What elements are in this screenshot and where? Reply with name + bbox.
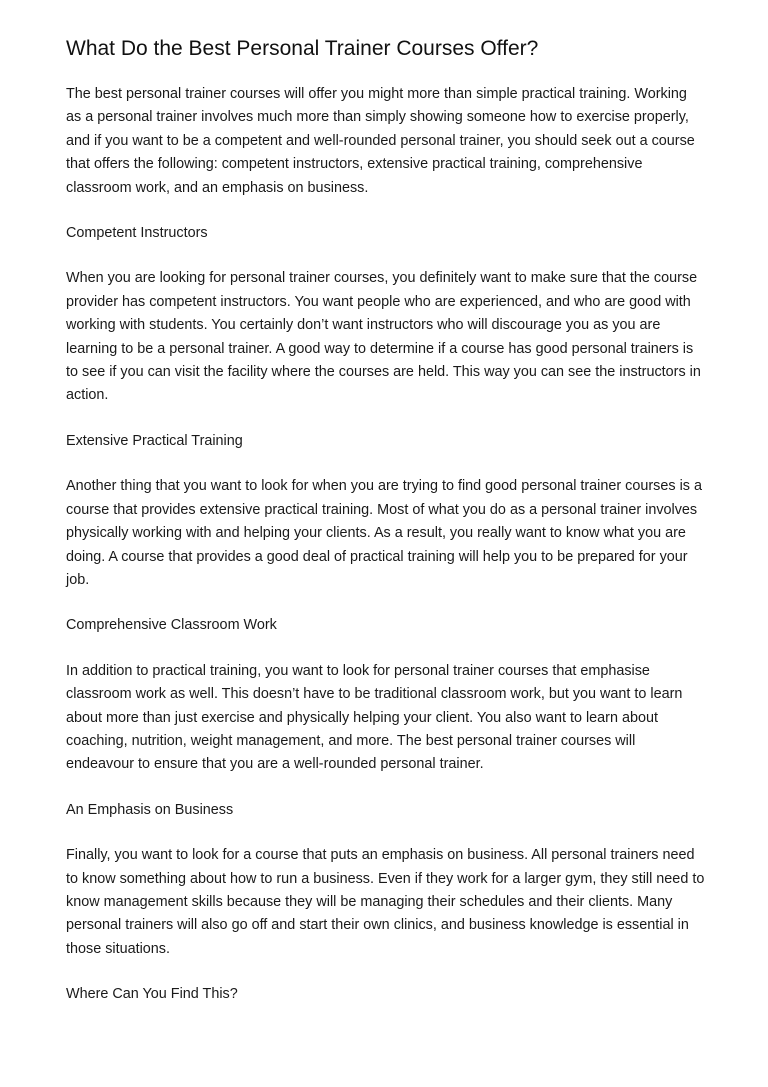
section-heading-comprehensive-classroom-work: Comprehensive Classroom Work xyxy=(66,617,277,634)
section-heading-emphasis-on-business: An Emphasis on Business xyxy=(66,801,234,818)
section-body-competent-instructors: When you are looking for personal trainer courses, you definitely want to make sure that the course provider has competent instructors. You want people who are experienced, and who are good with working with students. You certainly don’t want instructors who will discourage you as you are learning to be a personal trainer. A good way to determine if a course has good personal trainers is to see if you can visit the facility where the courses are held. This way you can see the instructors in action. xyxy=(66,270,701,404)
intro-paragraph: The best personal trainer courses will offer you might more than simple practical training. Working as a personal trainer involves much more than simply showing someone how to exercise properly, and if you want to be a competent and well-rounded personal trainer, you should seek out a course that offers the following: competent instructors, extensive practical training, comprehensive classroom work, and an emphasis on business. xyxy=(66,86,695,196)
section-body-emphasis-on-business: Finally, you want to look for a course that puts an emphasis on business. All personal trainers need to know something about how to run a business. Even if they work for a larger gym, they still need to know management skills because they will be managing their schedules and their clients. Many personal trainers will also go off and start their own clinics, and business knowledge is essential in those situations. xyxy=(66,847,705,957)
document-title: What Do the Best Personal Trainer Courses Offer? xyxy=(66,37,539,60)
section-heading-extensive-practical-training: Extensive Practical Training xyxy=(66,432,243,449)
section-heading-where-can-you-find-this: Where Can You Find This? xyxy=(66,986,238,1003)
section-body-extensive-practical-training: Another thing that you want to look for when you are trying to find good personal trainer courses is a course that provides extensive practical training. Most of what you do as a personal trainer involves physically working with and helping your clients. As a result, you really want to know what you are doing. A course that provides a good deal of practical training will help you to be prepared for your job. xyxy=(66,478,702,588)
section-body-comprehensive-classroom-work: In addition to practical training, you want to look for personal trainer courses that emphasise classroom work as well. This doesn’t have to be traditional classroom work, but you want to learn about more than just exercise and physically helping your client. You also want to learn about coaching, nutrition, weight management, and more. The best personal trainer courses will endeavour to ensure that you are a well-rounded personal trainer. xyxy=(66,662,683,773)
document-page xyxy=(66,34,706,1029)
section-heading-competent-instructors: Competent Instructors xyxy=(66,225,208,242)
